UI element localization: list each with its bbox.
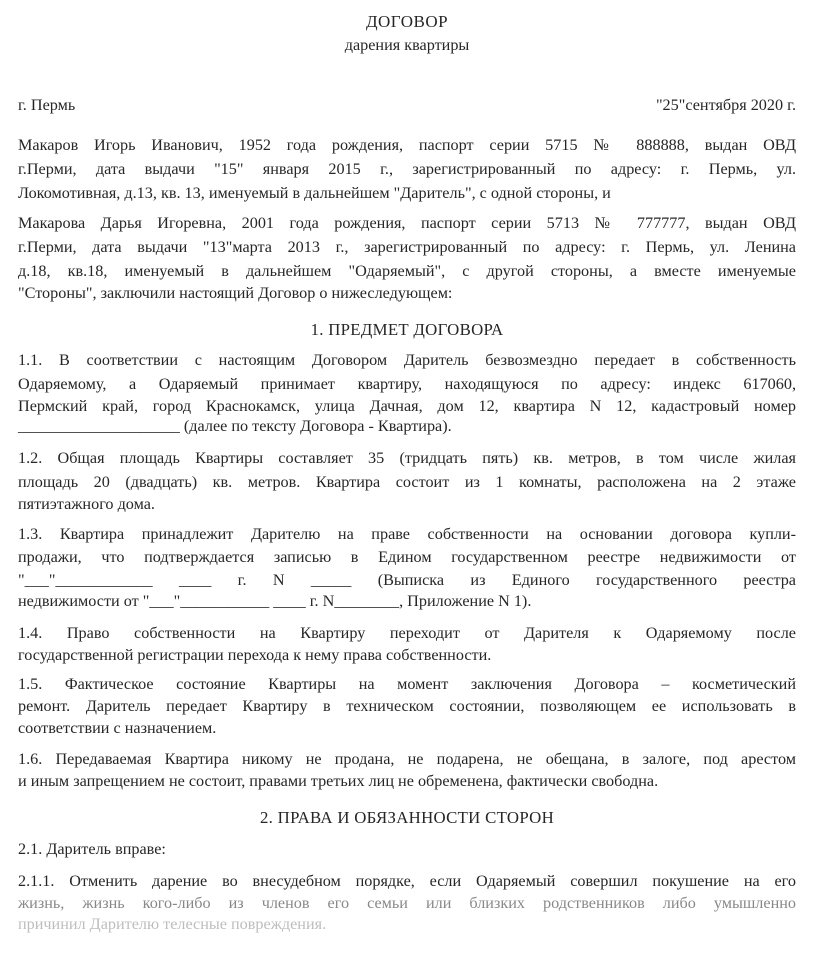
clause-1-2-line: 1.2. Общая площадь Квартиры составляет 35 (тридцать пять) кв. метров, в том числе жилая — [18, 449, 796, 467]
clause-1-2-line: площадь 20 (двадцать) кв. метров. Квартира состоит из 1 комнаты, расположена на 2 этаже — [18, 473, 796, 491]
city: г. Пермь — [18, 96, 76, 114]
clause-2-1-1-line: жизнь, жизнь кого-либо из членов его семьи или близких родственников либо умышленно — [18, 894, 796, 912]
clause-1-3-line: продажи, что подтверждается записью в Едином государственном реестре недвижимости от — [18, 548, 796, 566]
clause-1-1-line: Одаряемому, а Одаряемый принимает квартиру, находящуюся по адресу: индекс 617060, — [18, 375, 796, 393]
clause-1-2-line: пятиэтажного дома. — [18, 495, 155, 513]
contract-date: "25"сентября 2020 г. — [655, 96, 796, 114]
document-subtitle: дарения квартиры — [344, 36, 470, 54]
section1-heading: 1. ПРЕДМЕТ ДОГОВОРА — [310, 320, 504, 339]
clause-1-5-line: ремонт. Даритель передает Квартиру в техническом состоянии, позволяющем ее использовать в — [18, 697, 796, 715]
party1-line: Локомотивная, д.13, кв. 13, именуемый в дальнейшем "Даритель", с одной стороны, и — [18, 184, 611, 202]
clause-1-1-line: 1.1. В соответствии с настоящим Договором Даритель безвозмездно передает в собственность — [18, 351, 796, 369]
clause-2-1-1-line: причинил Дарителю телесные повреждения. — [18, 915, 327, 933]
party1-line: Макаров Игорь Иванович, 1952 года рождения, паспорт серии 5715 № 888888, выдан ОВД — [18, 136, 796, 154]
clause-1-1-line: ____________________ (далее по тексту Договора - Квартира). — [18, 417, 452, 435]
clause-1-4-line: государственной регистрации перехода к нему права собственности. — [18, 646, 492, 664]
document-title: ДОГОВОР — [365, 12, 449, 31]
party1-line: г.Перми, дата выдачи "15" января 2015 г., зарегистрированный по адресу: г. Пермь, ул. — [18, 160, 796, 178]
party2-line: г.Перми, дата выдачи "13"марта 2013 г., зарегистрированный по адресу: г. Пермь, ул. Ленина — [18, 238, 796, 256]
clause-1-1-line: Пермский край, город Краснокамск, улица Дачная, дом 12, квартира N 12, кадастровый номер — [18, 397, 796, 415]
party2-line: Макарова Дарья Игоревна, 2001 года рождения, паспорт серии 5713 № 777777, выдан ОВД — [18, 214, 796, 232]
clause-1-4-line: 1.4. Право собственности на Квартиру переходит от Дарителя к Одаряемому после — [18, 624, 796, 642]
clause-1-3-line: недвижимости от "___"___________ ____ г. N________, Приложение N 1). — [18, 592, 532, 610]
section2-heading: 2. ПРАВА И ОБЯЗАННОСТИ СТОРОН — [259, 808, 555, 827]
clause-1-3-line: 1.3. Квартира принадлежит Дарителю на праве собственности на основании договора купли- — [18, 525, 796, 543]
party2-line: "Стороны", заключили настоящий Договор о нижеследующем: — [18, 284, 453, 302]
clause-1-5-line: 1.5. Фактическое состояние Квартиры на момент заключения Договора – косметический — [18, 675, 796, 693]
party2-line: д.18, кв.18, именуемый в дальнейшем "Одаряемый", с другой стороны, а вместе именуемые — [18, 262, 796, 280]
clause-2-1: 2.1. Даритель вправе: — [18, 840, 166, 858]
clause-1-6-line: и иным запрещением не состоит, правами третьих лиц не обременена, фактически свободна. — [18, 772, 659, 790]
clause-1-6-line: 1.6. Передаваемая Квартира никому не продана, не подарена, не обещана, в залоге, под арестом — [18, 750, 796, 768]
clause-1-5-line: соответствии с назначением. — [18, 719, 217, 737]
place-date-line — [18, 95, 796, 115]
clause-2-1-1-line: 2.1.1. Отменить дарение во внесудебном порядке, если Одаряемый совершил покушение на его — [18, 872, 796, 890]
clause-1-3-line: "___"____________ ____ г. N _____ (Выписка из Единого государственного реестра — [18, 571, 796, 589]
